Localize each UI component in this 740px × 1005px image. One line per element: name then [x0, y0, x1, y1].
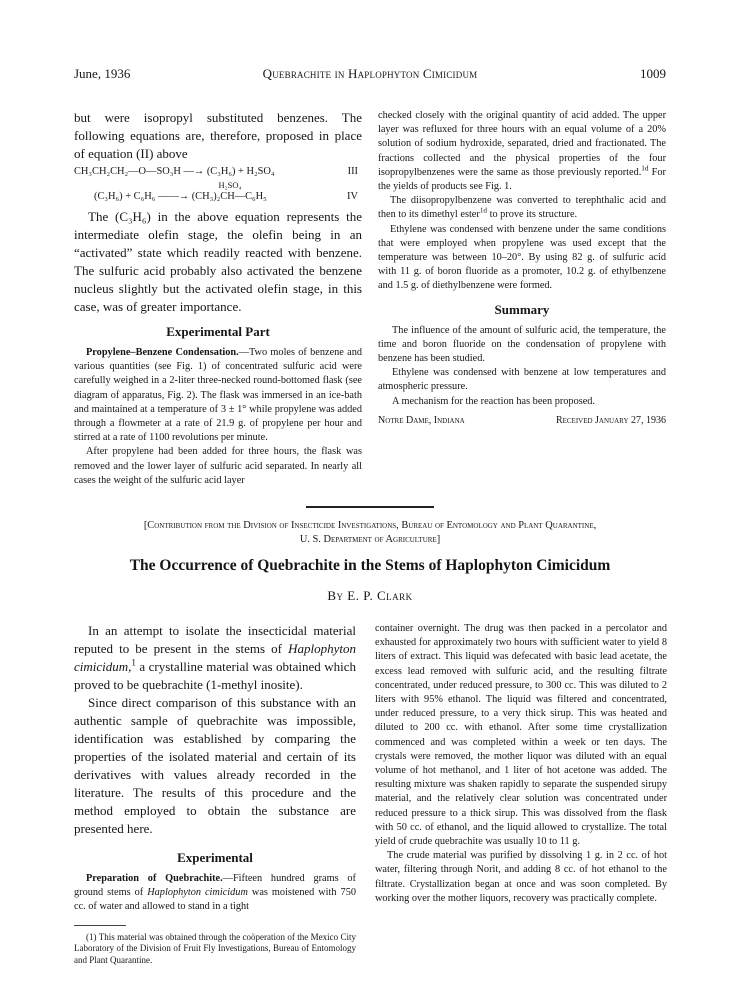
run-in-heading: Preparation of Quebrachite. [86, 873, 223, 884]
species-name: Haplophyton cimicidum [147, 887, 248, 899]
previous-article-right-column [378, 109, 666, 426]
run-in-heading: Propylene–Benzene Condensation. [86, 347, 239, 358]
body-paragraph: Preparation of Quebrachite.—Fifteen hundred grams of ground stems of Haplophyton cimicidum was moistened with 750 cc. of water and allowed to stand in a tight [74, 873, 356, 913]
summary-heading: Summary [494, 301, 550, 317]
article-byline: By E. P. Clark [327, 588, 413, 603]
species-name: Haplophyton cimicidum, [74, 641, 356, 674]
summary-paragraph: A mechanism for the reaction has been proposed. [392, 395, 596, 407]
summary-paragraph: Ethylene was condensed with benzene at low temperatures and atmospheric pressure. [378, 367, 666, 393]
article-separator-rule [306, 506, 434, 508]
page-number: 1009 [640, 66, 666, 81]
body-paragraph: The diisopropylbenzene was converted to terephthalic acid and then to its dimethyl ester$^{1d}$ to prove its structure. [378, 195, 666, 221]
equation-text: (C₃H₆) + C₆H₆ ——→ (CH₃)₂CH—C₆H₅ [94, 191, 267, 202]
equation-iii [74, 165, 362, 179]
body-paragraph: In an attempt to isolate the insecticidal material reputed to be present in the stems of Haplophyton cimicidum,$^1$ a crystalline material was obtained which proved to be quebrachite (1-methyl inosite). [74, 623, 356, 692]
body-paragraph: checked closely with the original quantity of acid added. The upper layer was refluxed for three hours with an equal volume of a 20% solution of sodium hydroxide, separated, dried and fractionated. The fractions collected and the physical properties of the four isopropylbenzenes were the same as those previously reported.$^{1d}$ For the yields of products see Fig. 1. [378, 110, 666, 193]
equation-catalyst: H₂SO₄ [218, 180, 242, 190]
equation-iv [74, 190, 362, 204]
running-head [74, 66, 666, 84]
body-paragraph: Since direct comparison of this substance with an authentic sample of quebrachite was impossible, identification was established by comparing the properties of the isolated material and certain of its derivatives with values already recorded in the literature. The results of this procedure and the method employed to obtain the substance are presented here. [74, 695, 356, 836]
article-right-column [375, 622, 667, 906]
body-paragraph: The crude material was purified by dissolving 1 g. in 2 cc. of hot water, filtering through Norit, and adding 8 cc. of hot ethanol to the filtrate. Crystallization began at once and was soon completed. By working over the mother liquors, recovery was practically complete. [375, 850, 667, 904]
body-paragraph: but were isopropyl substituted benzenes. The following equations are, therefore, proposed in place of equation (II) above [74, 110, 362, 161]
reference-mark: 1d [479, 207, 488, 215]
received-date: Received January 27, 1936 [555, 414, 666, 426]
body-paragraph: Propylene–Benzene Condensation.—Two moles of benzene and various quantities (see Fig. 1) of concentrated sulfuric acid were carefully weighed in a 2-liter three-necked round-bottomed flask (see diagram of apparatus, Fig. 2). The flask was immersed in an ice-bath and maintained at a temperature of 3 ± 1° while propylene was added through a flowmeter at a rate of 21.9 g. of propylene per hour and stirred at a rate of 1100 revolutions per minute. [74, 347, 363, 444]
body-paragraph: After propylene had been added for three hours, the flask was removed and the lower layer of sulfuric acid separated. In nearly all cases the weight of the sulfuric acid layer [74, 446, 362, 486]
footnote-rule [74, 925, 126, 926]
reference-mark: 1d [641, 164, 649, 173]
equation-label: III [347, 166, 358, 177]
body-paragraph: Ethylene was condensed with benzene under the same conditions that were employed when propylene was used except that the temperature was between 10–20°. By using 82 g. of sulfuric acid with 11 g. of boron fluoride as a promoter, 10.2 g. of ethylbenzene and 1.5 g. of diethylbenzene were formed. [378, 223, 666, 292]
affiliation-place: Notre Dame, Indiana [378, 414, 465, 426]
footnote: (1) This material was obtained through the coöperation of the Mexico City Laboratory of the Division of Fruit Fly Investigations, Bureau of Entomology and Plant Quarantine. [74, 931, 356, 965]
previous-article-left-column [74, 109, 362, 488]
section-heading: Experimental [177, 850, 253, 865]
equations [74, 165, 362, 204]
article-left-column [74, 622, 356, 966]
equation-text: CH₃CH₂CH₂—O—SO₃H —→ (C₃H₆) + H₂SO₄ [74, 166, 275, 177]
section-heading: Experimental Part [166, 324, 270, 339]
equation-label: IV [347, 191, 358, 202]
issue-date: June, 1936 [74, 66, 131, 81]
contribution-note: [Contribution from the Division of Insecticide Investigations, Bureau of Entomology and Plant Quarantine, U. S. Department of Agriculture] [143, 520, 597, 545]
running-title: Quebrachite in Haplophyton Cimicidum [262, 66, 478, 81]
body-paragraph: The (C₃H₆) in the above equation represents the intermediate olefin stage, the olefin being in an “activated” state which readily reacted with benzene. The sulfuric acid probably also activated the benzene nucleus slightly but the activated olefin stage, in this case, was of greater importance. [74, 209, 362, 314]
summary-paragraph: The influence of the amount of sulfuric acid, the temperature, the time and boron fluoride on the condensation of propylene with benzene has been studied. [378, 324, 666, 365]
author-affiliation [378, 415, 666, 426]
body-paragraph: container overnight. The drug was then packed in a percolator and exhausted for approximately two hours with sufficient water to yield 8 liters of extract. This liquid was defecated with basic lead acetate, the excess lead removed with sulfuric acid, and the resulting filtrate concentrated, under reduced pressure, to 300 cc. This was diluted to 2 liters with 95% ethanol. The liquid was filtered and concentrated, under reduced pressure, to a very thick sirup. This was heated and diluted to 200 cc. with ethanol. After some time crystallization commenced and was completed within a week or ten days. The crystals were removed, the mother liquor was diluted with an equal volume of hot methanol, and 1 liter of hot acetone was added. The resulting mixture was shaken rapidly to separate the suspended sirupy material, and the relatively clear solution was concentrated under reduced pressure to a thick sirup. This was dissolved from the flask with 50 cc. of ethanol, and the liquid allowed to crystallize. The total yield of crude quebrachite was usually 10 to 11 g. [375, 623, 667, 848]
article-title: The Occurrence of Quebrachite in the Stems of Haplophyton Cimicidum [129, 557, 611, 574]
footnote-mark: 1 [131, 657, 136, 668]
